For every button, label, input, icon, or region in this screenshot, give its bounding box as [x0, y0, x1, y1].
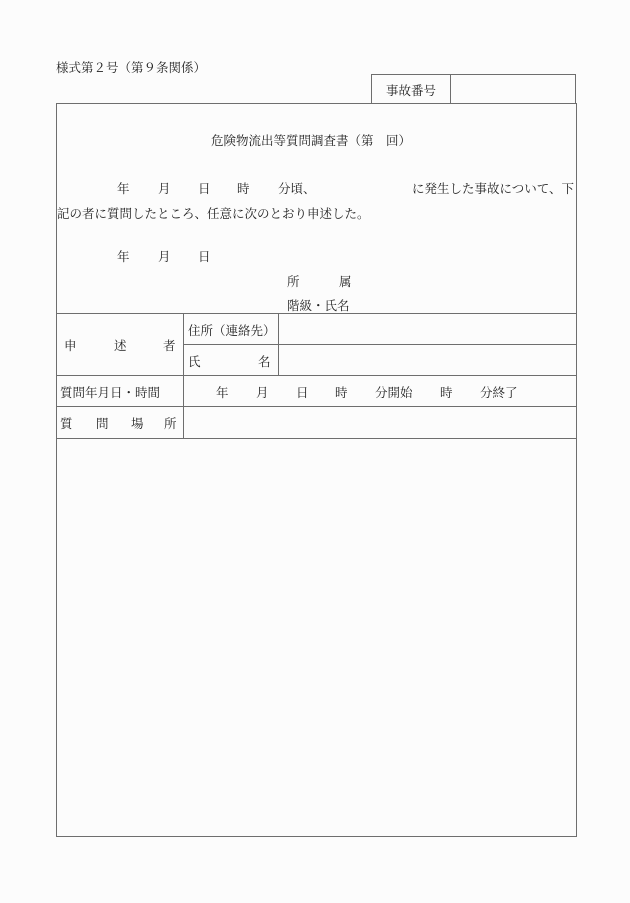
name-label-2: 名 [258, 354, 271, 369]
table-divider-bottom [56, 438, 577, 439]
intro-occurred: に発生した事故について、下 [412, 181, 575, 196]
table-col-divider-1 [183, 313, 184, 438]
table-divider-datetime [56, 375, 577, 376]
declarant-label-3: 者 [163, 338, 176, 353]
interview-hour-end: 時 [440, 385, 453, 400]
interview-minute-end: 分終了 [480, 385, 518, 400]
affiliation-char-1: 所 [287, 274, 300, 289]
intro-minute: 分頃、 [278, 181, 316, 196]
statement-area[interactable] [58, 440, 574, 834]
interview-place-label-1: 質 [60, 416, 73, 431]
document-title: 危険物流出等質問調査書（第 回） [211, 133, 412, 148]
address-label: 住所（連絡先） [188, 323, 276, 338]
rank-name-label: 階級・氏名 [287, 298, 350, 313]
form-number-label: 様式第２号（第９条関係） [56, 60, 207, 75]
name-label-1: 氏 [188, 354, 201, 369]
interview-minute-start: 分開始 [375, 385, 413, 400]
accident-number-label: 事故番号 [372, 75, 451, 104]
table-divider-declarant [183, 344, 577, 345]
declarant-label-2: 述 [114, 338, 127, 353]
address-field[interactable] [284, 321, 572, 341]
interview-place-field[interactable] [190, 414, 572, 434]
affiliation-char-2: 属 [339, 274, 352, 289]
intro-hour: 時 [237, 181, 250, 196]
intro-day: 日 [198, 181, 211, 196]
date-year: 年 [117, 249, 130, 264]
intro-month: 月 [158, 181, 171, 196]
interview-hour-start: 時 [335, 385, 348, 400]
interview-month: 月 [256, 385, 269, 400]
accident-number-field[interactable] [451, 75, 575, 104]
interview-day: 日 [296, 385, 309, 400]
interview-year: 年 [216, 385, 229, 400]
interview-datetime-label: 質問年月日・時間 [60, 385, 161, 400]
accident-number-box [371, 74, 576, 103]
date-day: 日 [198, 249, 211, 264]
date-month: 月 [158, 249, 171, 264]
table-divider-place [56, 406, 577, 407]
declarant-label-1: 申 [64, 338, 77, 353]
interview-place-label-4: 所 [164, 416, 177, 431]
table-divider-top [56, 313, 577, 314]
intro-year: 年 [117, 181, 130, 196]
interview-place-label-2: 問 [96, 416, 109, 431]
table-col-divider-2 [278, 313, 279, 375]
interview-place-label-3: 場 [131, 416, 144, 431]
name-field[interactable] [284, 352, 572, 372]
intro-line-2: 記の者に質問したところ、任意に次のとおり申述した。 [57, 206, 370, 221]
